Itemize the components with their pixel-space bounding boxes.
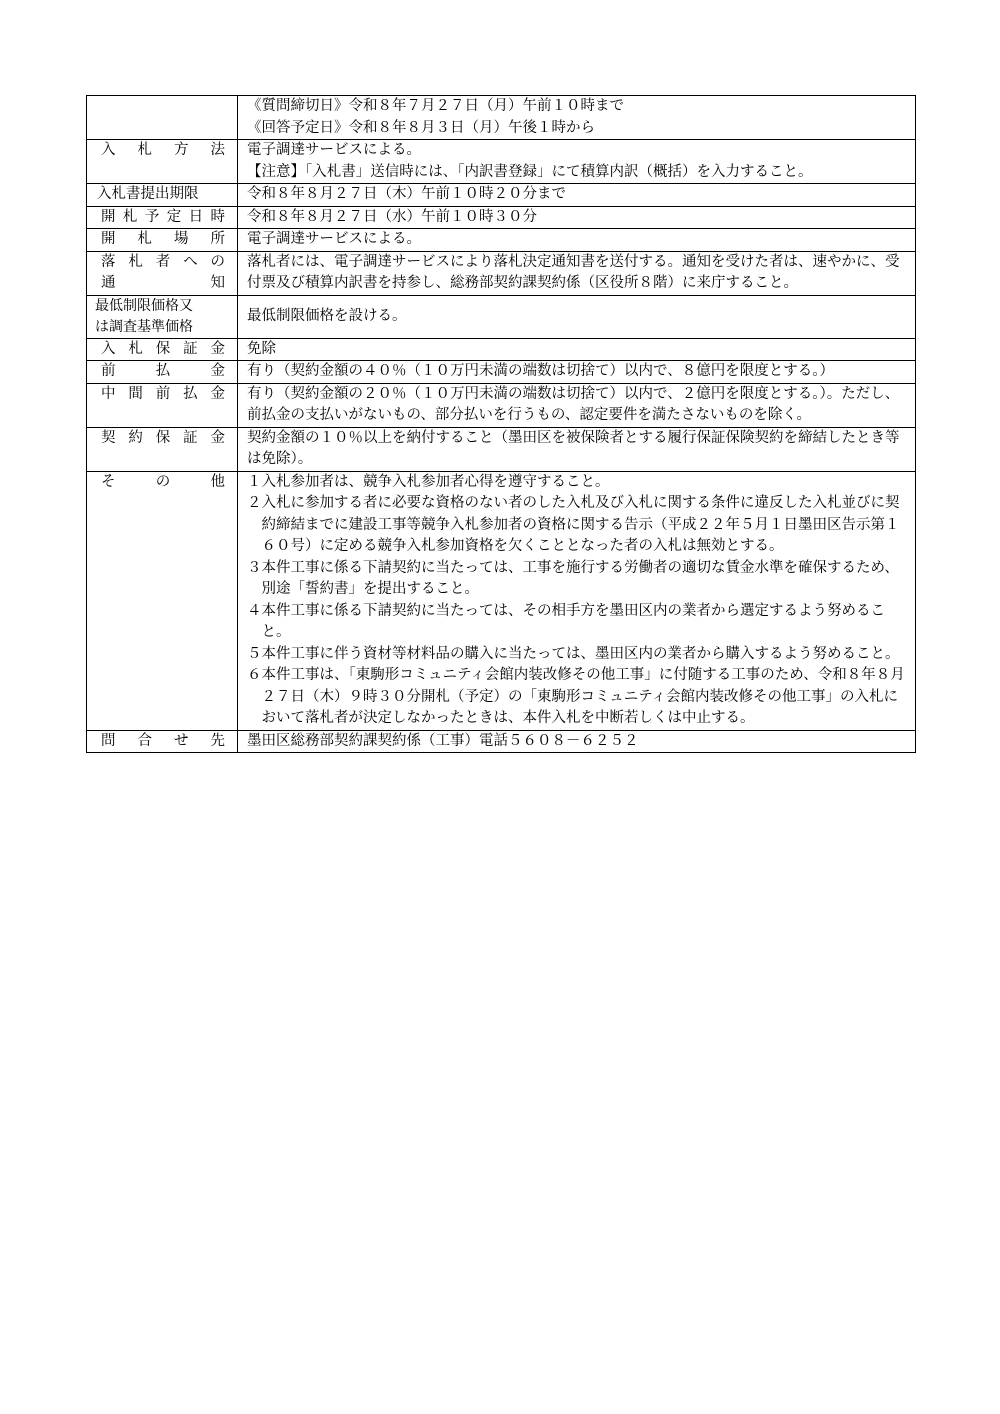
table-row [87,427,916,471]
row-value [238,184,916,207]
submission-deadline-label: 入札書提出期限 [97,186,199,202]
contact-label: 問合せ先 [101,732,225,749]
row-value [238,471,916,730]
row-label [87,295,238,338]
interim-advance-label: 中間前払金 [101,385,225,402]
row-label [87,206,238,229]
table-row [87,295,916,338]
row-value [238,730,916,753]
table-row [87,383,916,427]
row-label [87,338,238,361]
winner-notice-label-2: 通知 [101,275,225,291]
table-row [87,96,916,140]
other-label: その他 [101,473,225,490]
bid-method-value: 電子調達サービスによる。 [247,142,421,158]
table-row [87,338,916,361]
other-item: ５本件工事に伴う資材等材料品の購入に当たっては、墨田区内の業者から購入するよう努めること。 [247,645,900,662]
opening-place-value: 電子調達サービスによる。 [247,231,421,247]
row-value [238,140,916,184]
question-deadline: 《質問締切日》令和８年７月２７日（月）午前１０時まで [247,98,624,114]
bid-deposit-label: 入札保証金 [101,340,225,357]
row-label [87,96,238,140]
advance-payment-label: 前払金 [101,363,225,379]
row-value [238,295,916,338]
winner-notice-label-1: 落札者への [101,253,225,270]
min-price-label-1: 最低制限価格又 [95,297,193,314]
row-value [238,229,916,252]
submission-deadline-value: 令和８年８月２７日（木）午前１０時２０分まで [247,186,566,202]
bid-info-table [86,95,916,753]
bid-method-label: 入札方法 [101,142,225,158]
row-value [238,96,916,140]
row-label [87,730,238,753]
table-row [87,251,916,295]
row-label [87,140,238,184]
answer-date: 《回答予定日》令和８年８月３日（月）午後１時から [247,119,595,136]
row-label [87,361,238,384]
table-row [87,206,916,229]
bid-deposit-value: 免除 [247,340,276,357]
other-item: ３本件工事に係る下請契約に当たっては、工事を施行する労働者の適切な賃金水準を確保するため、別途「誓約書」を提出すること。 [247,559,899,597]
opening-place-label: 開札場所 [101,231,225,247]
table-row [87,471,916,730]
row-label [87,184,238,207]
row-value [238,338,916,361]
table-row [87,229,916,252]
table-row [87,361,916,384]
row-label [87,383,238,427]
other-item: ６本件工事は、「東駒形コミュニティ会館内装改修その他工事」に付随する工事のため、令和８年８月２７日（木）９時３０分開札（予定）の「東駒形コミュニティ会館内装改修その他工事」の入札において落札者が決定しなかったときは、本件入札を中断若しくは中止する。 [247,667,905,726]
other-item: １入札参加者は、競争入札参加者心得を遵守すること。 [247,473,610,490]
row-label [87,229,238,252]
other-item: ４本件工事に係る下請契約に当たっては、その相手方を墨田区内の業者から選定するよう努めること。 [247,602,885,640]
opening-datetime-label: 開札予定日時 [101,208,225,225]
interim-advance-value: 有り（契約金額の２０％（１０万円未満の端数は切捨て）以内で、２億円を限度とする。）。ただし、前払金の支払いがないもの、部分払いを行うもの、認定要件を満たさないものを除く。 [247,385,900,423]
row-value [238,206,916,229]
min-price-label-2: は調査基準価格 [95,318,193,335]
contract-deposit-label: 契約保証金 [101,429,225,446]
row-label [87,251,238,295]
table-row [87,730,916,753]
bid-method-note: 【注意】「入札書」送信時には、「内訳書登録」にて積算内訳（概括）を入力すること。 [247,163,813,180]
row-value [238,251,916,295]
other-item: ２入札に参加する者に必要な資格のない者のした入札及び入札に関する条件に違反した入札並びに契約締結までに建設工事等競争入札参加者の資格に関する告示（平成２２年５月１日墨田区告示第１６０号）に定める競争入札参加資格を欠くこととなった者の入札は無効とする。 [247,495,900,554]
table-row [87,184,916,207]
row-value [238,427,916,471]
min-price-value: 最低制限価格を設ける。 [247,307,407,324]
winner-notice-value: 落札者には、電子調達サービスにより落札決定通知書を送付する。通知を受けた者は、速やかに、受付票及び積算内訳書を持参し、総務部契約課契約係（区役所８階）に来庁すること。 [247,253,900,291]
row-value [238,361,916,384]
row-label [87,427,238,471]
contract-deposit-value: 契約金額の１０％以上を納付すること（墨田区を被保険者とする履行保証保険契約を締結したとき等は免除）。 [247,429,900,467]
row-value [238,383,916,427]
contact-value: 墨田区総務部契約課契約係（工事）電話５６０８－６２５２ [247,732,639,749]
row-label [87,471,238,730]
advance-payment-value: 有り（契約金額の４０％（１０万円未満の端数は切捨て）以内で、８億円を限度とする。） [247,363,834,379]
opening-datetime-value: 令和８年８月２７日（水）午前１０時３０分 [247,208,537,225]
table-row [87,140,916,184]
